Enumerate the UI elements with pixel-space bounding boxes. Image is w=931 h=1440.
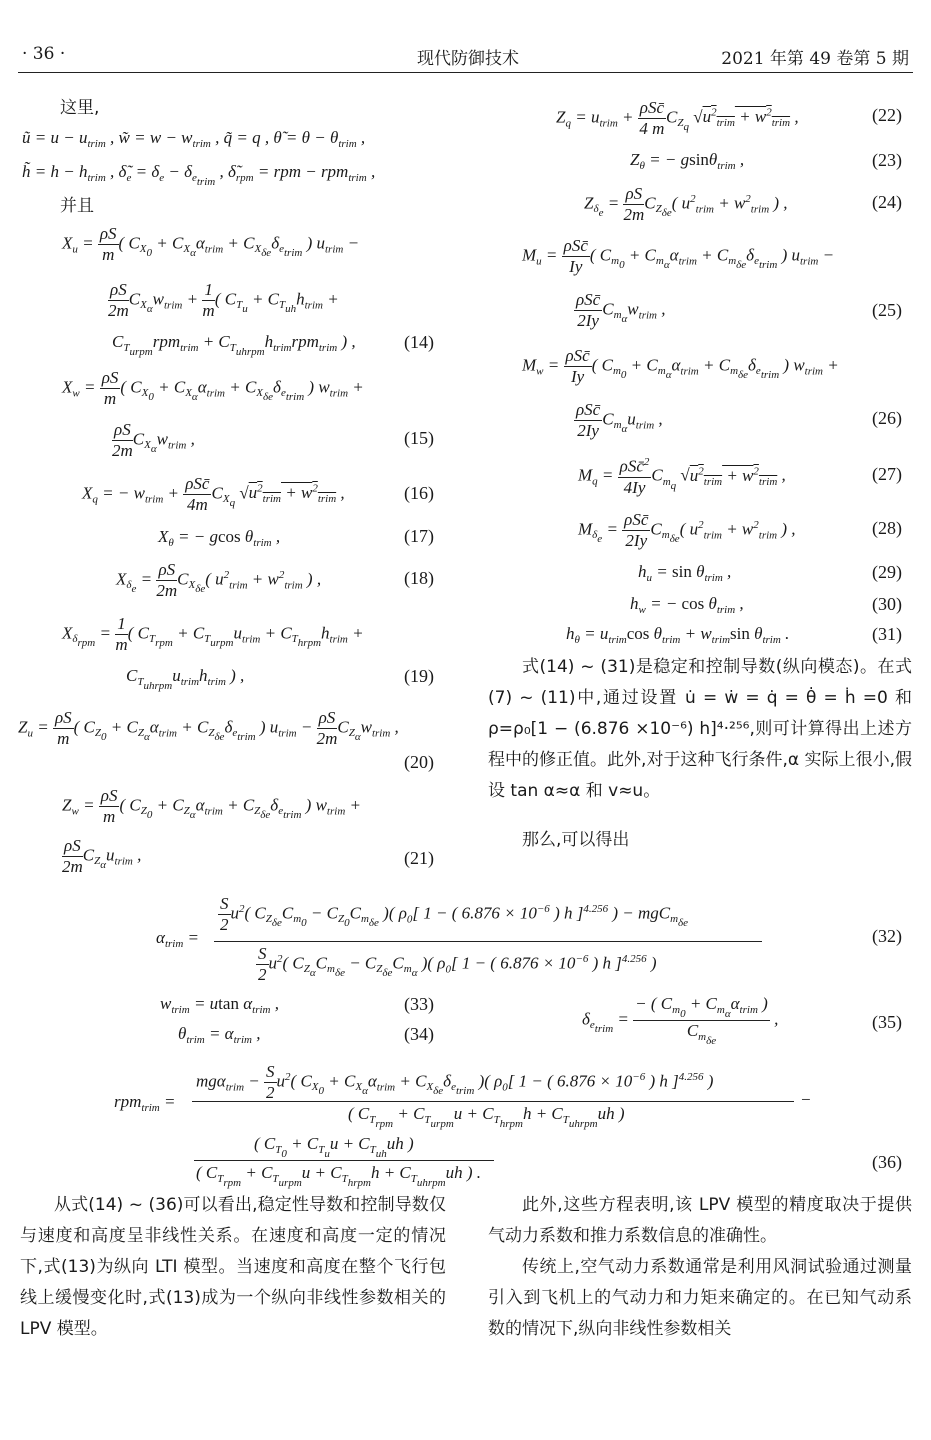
eq14-number: (14) bbox=[404, 332, 434, 352]
eq26-number: (26) bbox=[872, 408, 902, 428]
eq19-line1: $X_{\delta_{rpm}}$ = $\frac{1}{m}$ ( $C_{T_{rpm}} + C_{T_{urpm}}u_{trim} + C_{T_{hrpm}}h_{trim}$ + bbox=[62, 614, 364, 654]
eq36-minus: − bbox=[800, 1090, 812, 1109]
eq32-denominator: $\frac{S}{2}$ $u^2$( $C_{Z_\alpha}C_{m_{\delta e}} - C_{Z_{\delta e}}C_{m_\alpha}$ )( $\rho_0$[ 1 − ( $6.876 \times 10^{-6}$ ) h ]$^{4.256}$ ) bbox=[258, 944, 657, 984]
eq32-lhs: $\alpha_{trim}$ = bbox=[156, 928, 200, 950]
eq20: $Z_u$ = $\frac{\rho S}{m}$ ( $C_{Z_0} + C_{Z_\alpha}\alpha_{trim} + C_{Z_{\delta e}}\delta_{e_{trim}}$ ) $u_{trim}$ − $\frac{\rho S}{2m}$ $C_{Z_\alpha}w_{trim}$ , bbox=[18, 708, 399, 748]
eq19-number: (19) bbox=[404, 666, 434, 686]
eq28: $M_{\delta_e}$ = $\frac{\text{ρSc̄}}{2Iy}$ $C_{m_{\delta e}}$( $u^2_{trim} + w^2_{trim}$ ) , bbox=[578, 510, 796, 550]
eq36-denominator-1: ( $C_{T_{rpm}} + C_{T_{urpm}}u + C_{T_{hrpm}}h + C_{T_{uhrpm}}uh$ ) bbox=[348, 1104, 625, 1130]
eq15-line1: $X_w$ = $\frac{\rho S}{m}$ ( $C_{X_0} + C_{X_\alpha}\alpha_{trim} + C_{X_{\delta e}}\delta_{e_{trim}}$ ) $w_{trim}$ + bbox=[62, 368, 364, 408]
eq25-number: (25) bbox=[872, 300, 902, 320]
right-paragraph-2: 那么,可以得出 bbox=[522, 830, 630, 850]
journal-title: 现代防御技术 bbox=[417, 49, 519, 69]
right-paragraph-1: 式(14) ~ (31)是稳定和控制导数(纵向模态)。在式(7) ~ (11)中,通过设置 u̇ = ẇ = q̇ = θ̇ = ḣ =0 和 ρ=ρ₀[1 − (6.876 ×10⁻⁶) h]⁴·²⁵⁶,则可计算得出上述方程中的修正值。此外,对于这种飞行条件,α 实际上很小,假设 tan α≈α 和 v≈u。 bbox=[488, 657, 912, 801]
eq14-line3: $C_{T_{urpm}}rpm_{trim} + C_{T_{uhrpm}}h_{trim}rpm_{trim}$ ) , bbox=[112, 332, 356, 358]
eq27-number: (27) bbox=[872, 464, 902, 484]
eq30: $h_w$ = − $\cos \theta_{trim}$ , bbox=[630, 594, 744, 616]
intro-binqie: 并且 bbox=[60, 196, 94, 216]
eq18-number: (18) bbox=[404, 568, 434, 588]
eq15-number: (15) bbox=[404, 428, 434, 448]
eq31: $h_\theta = u_{trim}\cos$ $\theta_{trim} + w_{trim}\sin$ $\theta_{trim}$ . bbox=[566, 624, 790, 646]
eq26-line1: $M_w$ = $\frac{\text{ρSc̄}}{Iy}$ ( $C_{m_0} + C_{m_\alpha}\alpha_{trim} + C_{m_{\delta e}}\delta_{e_{trim}}$ ) $w_{trim}$ + bbox=[522, 346, 839, 386]
intro-zheli: 这里, bbox=[60, 98, 100, 118]
eq29-number: (29) bbox=[872, 562, 902, 582]
header-rule bbox=[18, 72, 913, 73]
eq18: $X_{\delta_e}$ = $\frac{\rho S}{2m}$ $C_{X_{\delta e}}$( $u^2_{trim} + w^2_{trim}$ ) , bbox=[116, 560, 322, 600]
eq17: $X_\theta$ = − gcos $\theta_{trim}$ , bbox=[158, 527, 281, 549]
eq23-number: (23) bbox=[872, 150, 902, 170]
eq36-numerator-2: ( $C_{T_0} + C_{T_u}u + C_{T_{uh}}uh$ ) bbox=[254, 1134, 414, 1160]
eq21-line2: $\frac{\rho S}{2m}$ $C_{Z_\alpha}u_{trim}$ , bbox=[62, 836, 142, 876]
eq34-number: (34) bbox=[404, 1024, 434, 1044]
eq28-number: (28) bbox=[872, 518, 902, 538]
eq25-line1: $M_u$ = $\frac{\text{ρSc̄}}{Iy}$ ( $C_{m_0} + C_{m_\alpha}\alpha_{trim} + C_{m_{\delta e}}\delta_{e_{trim}}$ ) $u_{trim}$ − bbox=[522, 236, 835, 276]
eq21-line1: $Z_w$ = $\frac{\rho S}{m}$ ( $C_{Z_0} + C_{Z_\alpha}\alpha_{trim} + C_{Z_{\delta e}}\delta_{e_{trim}}$ ) $w_{trim}$ + bbox=[62, 786, 361, 826]
eq26-line2: $\frac{\text{ρSc̄}}{2Iy}$ $C_{m_\alpha}u_{trim}$ , bbox=[576, 400, 663, 440]
eq20-number: (20) bbox=[404, 752, 434, 772]
eq23: $Z_\theta$ = − gsinθ$_{trim}$ , bbox=[630, 150, 745, 172]
eq35-number: (35) bbox=[872, 1012, 902, 1032]
eq16: $X_q$ = − $w_{trim}$ + $\frac{\text{ρSc̄}}{4m}$ $C_{X_q}$ $√u^2_{trim} + w^2_{trim}$ , bbox=[82, 474, 345, 514]
eq14-line2: $\frac{\rho S}{2m}$ $C_{X_\alpha}w_{trim}$ + $\frac{1}{m}$ ( $C_{T_u} + C_{T_{uh}}h_{trim}$ + bbox=[108, 280, 339, 320]
eq32-number: (32) bbox=[872, 926, 902, 946]
eq21-number: (21) bbox=[404, 848, 434, 868]
eq16-number: (16) bbox=[404, 483, 434, 503]
eq22: $Z_q = u_{trim}$ + $\frac{\text{ρSc̄}}{4 m}$ $C_{Z_q}$ $√u^2_{trim} + w^2_{trim}$ , bbox=[556, 98, 799, 138]
deviation-defs-line1: ũ = $u - u_{trim}$ , w̃ = $w - w_{trim}$ , q̃ = q , θ̃ = $\theta - \theta_{trim}$ , bbox=[22, 128, 366, 150]
eq32-numerator: $\frac{S}{2}$ $u^2$( $C_{Z_{\delta e}}C_{m_0} - C_{Z_0}C_{m_{\delta e}}$ )( $\rho_0$[ 1 − ( $6.876 \times 10^{-6}$ ) h ]$^{4.256}$ ) − mgC$_{m_{\delta e}}$ bbox=[220, 894, 689, 934]
eq24-number: (24) bbox=[872, 192, 902, 212]
bottom-left-paragraph: 从式(14) ~ (36)可以看出,稳定性导数和控制导数仅与速度和高度呈非线性关系。在速度和高度一定的情况下,式(13)为纵向 LTI 模型。当速度和高度在整个飞行包线上缓慢变化时,式(13)成为一个纵向非线性参数相关的 LPV 模型。 bbox=[20, 1195, 446, 1339]
eq36-denominator-2: ( $C_{T_{rpm}} + C_{T_{urpm}}u + C_{T_{hrpm}}h + C_{T_{uhrpm}}uh$ ) . bbox=[196, 1163, 482, 1189]
eq14-line1: $X_u$ = $\frac{\rho S}{m}$ ( $C_{X_0} + C_{X_\alpha}\alpha_{trim} + C_{X_{\delta e}}\delta_{e_{trim}}$ ) $u_{trim}$ − bbox=[62, 224, 360, 264]
eq35: $\delta_{e_{trim}}$ = $\frac{- ( C_{m_0} + C_{m_\alpha}\alpha_{trim} )}{C_{m_{\delta e}}}$ , bbox=[582, 994, 779, 1047]
bottom-right-paragraphs: 此外,这些方程表明,该 LPV 模型的精度取决于提供气动力系数和推力系数信息的准确性。 传统上,空气动力系数通常是利用风洞试验通过测量引入到飞机上的气动力和力矩来确定的。在已知气动系数的情况下,纵向非线性参数相关 bbox=[488, 1195, 912, 1339]
deviation-defs-line2: h̃ = $h - h_{trim}$ , $\deltã_e = \delta_e - \delta_{e_{trim}}$ , $\deltã_{rpm}$ = rpm − rpm$_{trim}$ , bbox=[22, 162, 376, 188]
eq36-numerator: mgα$_{trim}$ − $\frac{S}{2}$ $u^2$( $C_{X_0} + C_{X_\alpha}\alpha_{trim} + C_{X_{\delta e}}\delta_{e_{trim}}$ )( $\rho_0$[ 1 − ( $6.876 \times 10^{-6}$ ) h ]$^{4.256}$ ) bbox=[196, 1062, 714, 1102]
issue-info: 2021 年第 49 卷第 5 期 bbox=[721, 49, 909, 69]
eq36-number: (36) bbox=[872, 1152, 902, 1172]
eq31-number: (31) bbox=[872, 624, 902, 644]
eq30-number: (30) bbox=[872, 594, 902, 614]
eq25-line2: $\frac{\text{ρSc̄}}{2Iy}$ $C_{m_\alpha}w_{trim}$ , bbox=[576, 290, 666, 330]
eq27: $M_q$ = $\frac{\rho Sc̄^2}{4Iy}$ $C_{m_q}$ $√u^2_{trim} + w^2_{trim}$ , bbox=[578, 456, 786, 497]
eq24: $Z_{\delta_e}$ = $\frac{\rho S}{2m}$ $C_{Z_{\delta e}}$( $u^2_{trim} + w^2_{trim}$ ) , bbox=[584, 184, 788, 224]
eq33-number: (33) bbox=[404, 994, 434, 1014]
eq36-lhs: rpm$_{trim}$ = bbox=[114, 1092, 176, 1114]
eq15-line2: $\frac{\rho S}{2m}$ $C_{X_\alpha}w_{trim}$ , bbox=[112, 420, 195, 460]
eq36-fraction-bar-2 bbox=[194, 1160, 494, 1161]
eq33: $w_{trim} = utan$ $\alpha_{trim}$ , bbox=[160, 994, 279, 1016]
eq34: $\theta_{trim} = \alpha_{trim}$ , bbox=[178, 1024, 261, 1046]
page-number: · 36 · bbox=[22, 44, 66, 64]
eq36-fraction-bar-1 bbox=[192, 1101, 794, 1102]
eq22-number: (22) bbox=[872, 105, 902, 125]
eq29: $h_u = \sin \theta_{trim}$ , bbox=[638, 562, 732, 584]
eq17-number: (17) bbox=[404, 526, 434, 546]
eq32-fraction-bar bbox=[214, 941, 762, 942]
eq19-line2: $C_{T_{uhrpm}}u_{trim}h_{trim}$ ) , bbox=[126, 666, 245, 692]
